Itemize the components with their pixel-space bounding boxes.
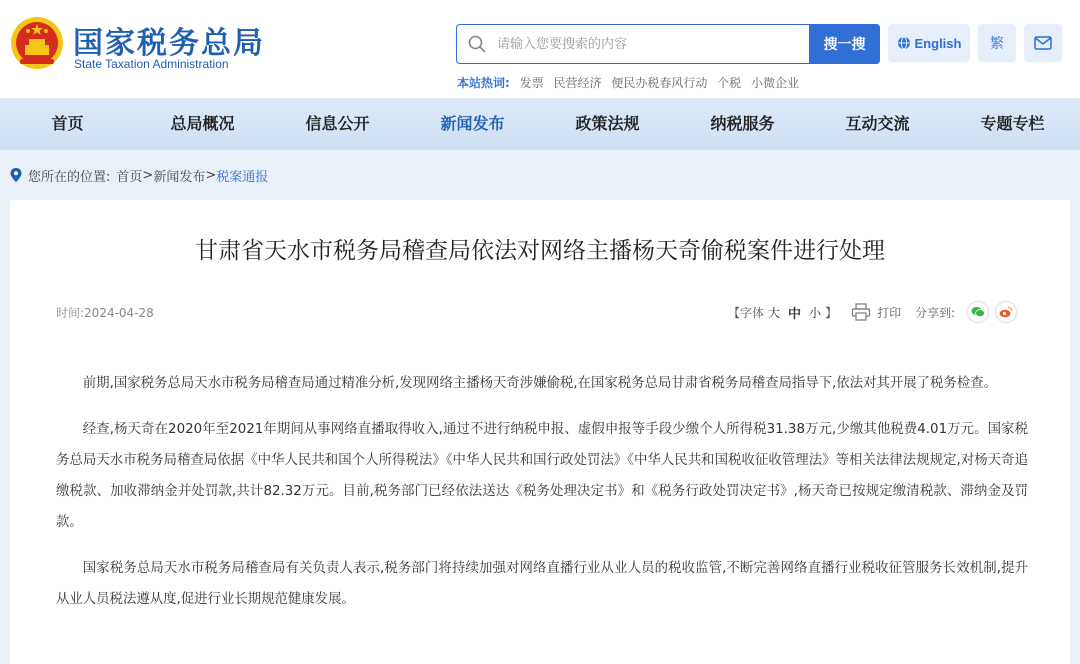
- share-wechat-button[interactable]: [967, 301, 989, 323]
- hot-words: [457, 74, 805, 91]
- search-button[interactable]: 搜一搜: [809, 24, 880, 64]
- nav-item-interaction[interactable]: 互动交流: [845, 114, 910, 133]
- search-input[interactable]: [497, 25, 807, 63]
- breadcrumb-home[interactable]: 首页: [116, 169, 143, 185]
- national-emblem-icon[interactable]: [10, 15, 64, 71]
- location-pin-icon: [10, 168, 22, 182]
- nav-item-news[interactable]: 新闻发布: [440, 114, 505, 133]
- hot-words-label: 本站热词:: [457, 76, 510, 90]
- hot-word-link[interactable]: 个税: [717, 76, 742, 90]
- english-button[interactable]: [888, 24, 970, 62]
- nav-item-home[interactable]: 首页: [51, 114, 84, 133]
- nav-item-policy[interactable]: 政策法规: [575, 114, 640, 133]
- main-nav: [0, 98, 1080, 150]
- font-size-close: 】: [825, 305, 838, 320]
- breadcrumb: [10, 164, 268, 186]
- nav-item-overview[interactable]: 总局概况: [170, 114, 235, 133]
- weibo-icon: [999, 306, 1013, 318]
- article-time: 时间:2024-04-28: [56, 306, 154, 320]
- font-size-large-button[interactable]: 大: [768, 305, 781, 320]
- hot-word-link[interactable]: 民营经济: [553, 76, 602, 90]
- article-paragraph: 经查,杨天奇在2020年至2021年期间从事网络直播取得收入,通过不进行纳税申报、虚假申报等手段少缴个人所得税31.38万元,少缴其他税费4.01万元。国家税务总局天水市税务局稽查局依据《中华人民共和国个人所得税法》《中华人民共和国行政处罚法》《中华人民共和国税收征收管理法》等相关法律法规规定,对杨天奇追缴税款、加收滞纳金并处罚款,共计82.32万元。目前,税务部门已经依法送达《税务处理决定书》和《税务行政处罚决定书》,杨天奇已按规定缴清税款、滞纳金及罚款。: [56, 422, 1028, 530]
- breadcrumb-current[interactable]: 税案通报: [216, 169, 269, 185]
- article-paragraph: 国家税务总局天水市税务局稽查局有关负责人表示,税务部门将持续加强对网络直播行业从业人员的税收监管,不断完善网络直播行业税收征管服务长效机制,提升从业人员税法遵从度,促进行业长期规范健康发展。: [56, 561, 1028, 607]
- english-label: English: [914, 35, 962, 51]
- mail-button[interactable]: [1024, 24, 1062, 62]
- hot-word-link[interactable]: 便民办税春风行动: [611, 76, 708, 90]
- globe-icon: [897, 36, 911, 50]
- wechat-icon: [971, 306, 985, 318]
- share-label: 分享到:: [915, 305, 956, 320]
- article-tools: [728, 300, 1017, 324]
- search-icon: [467, 34, 487, 54]
- article-paragraph: 前期,国家税务总局天水市税务局稽查局通过精准分析,发现网络主播杨天奇涉嫌偷税,在国家税务总局甘肃省税务局稽查局指导下,依法对其开展了税务检查。: [82, 376, 997, 391]
- nav-item-info-disclosure[interactable]: 信息公开: [305, 114, 370, 133]
- site-logo-subtitle[interactable]: State Taxation Administration: [74, 57, 229, 71]
- breadcrumb-label: 您所在的位置:: [28, 169, 111, 185]
- breadcrumb-separator: >: [205, 167, 217, 183]
- search-bar: [456, 24, 880, 64]
- nav-item-special-topics[interactable]: 专题专栏: [980, 114, 1045, 133]
- print-button[interactable]: 打印: [877, 305, 902, 320]
- hot-word-link[interactable]: 小微企业: [751, 76, 800, 90]
- article-body: [56, 368, 1028, 630]
- nav-item-tax-service[interactable]: 纳税服务: [710, 114, 775, 133]
- font-size-label: 【字体: [728, 305, 765, 320]
- traditional-chinese-button[interactable]: 繁: [978, 24, 1016, 62]
- breadcrumb-separator: >: [142, 167, 154, 183]
- mail-icon: [1034, 36, 1052, 50]
- site-header: [0, 0, 1080, 98]
- article-card: [10, 200, 1070, 664]
- font-size-small-button[interactable]: 小: [809, 305, 822, 320]
- article-title: 甘肃省天水市税务局稽查局依法对网络主播杨天奇偷税案件进行处理: [195, 238, 885, 264]
- site-logo-title[interactable]: 国家税务总局: [73, 26, 265, 61]
- printer-icon[interactable]: [851, 303, 871, 321]
- share-weibo-button[interactable]: [995, 301, 1017, 323]
- breadcrumb-news[interactable]: 新闻发布: [153, 169, 206, 185]
- font-size-medium-button[interactable]: 中: [788, 306, 802, 322]
- hot-word-link[interactable]: 发票: [519, 76, 544, 90]
